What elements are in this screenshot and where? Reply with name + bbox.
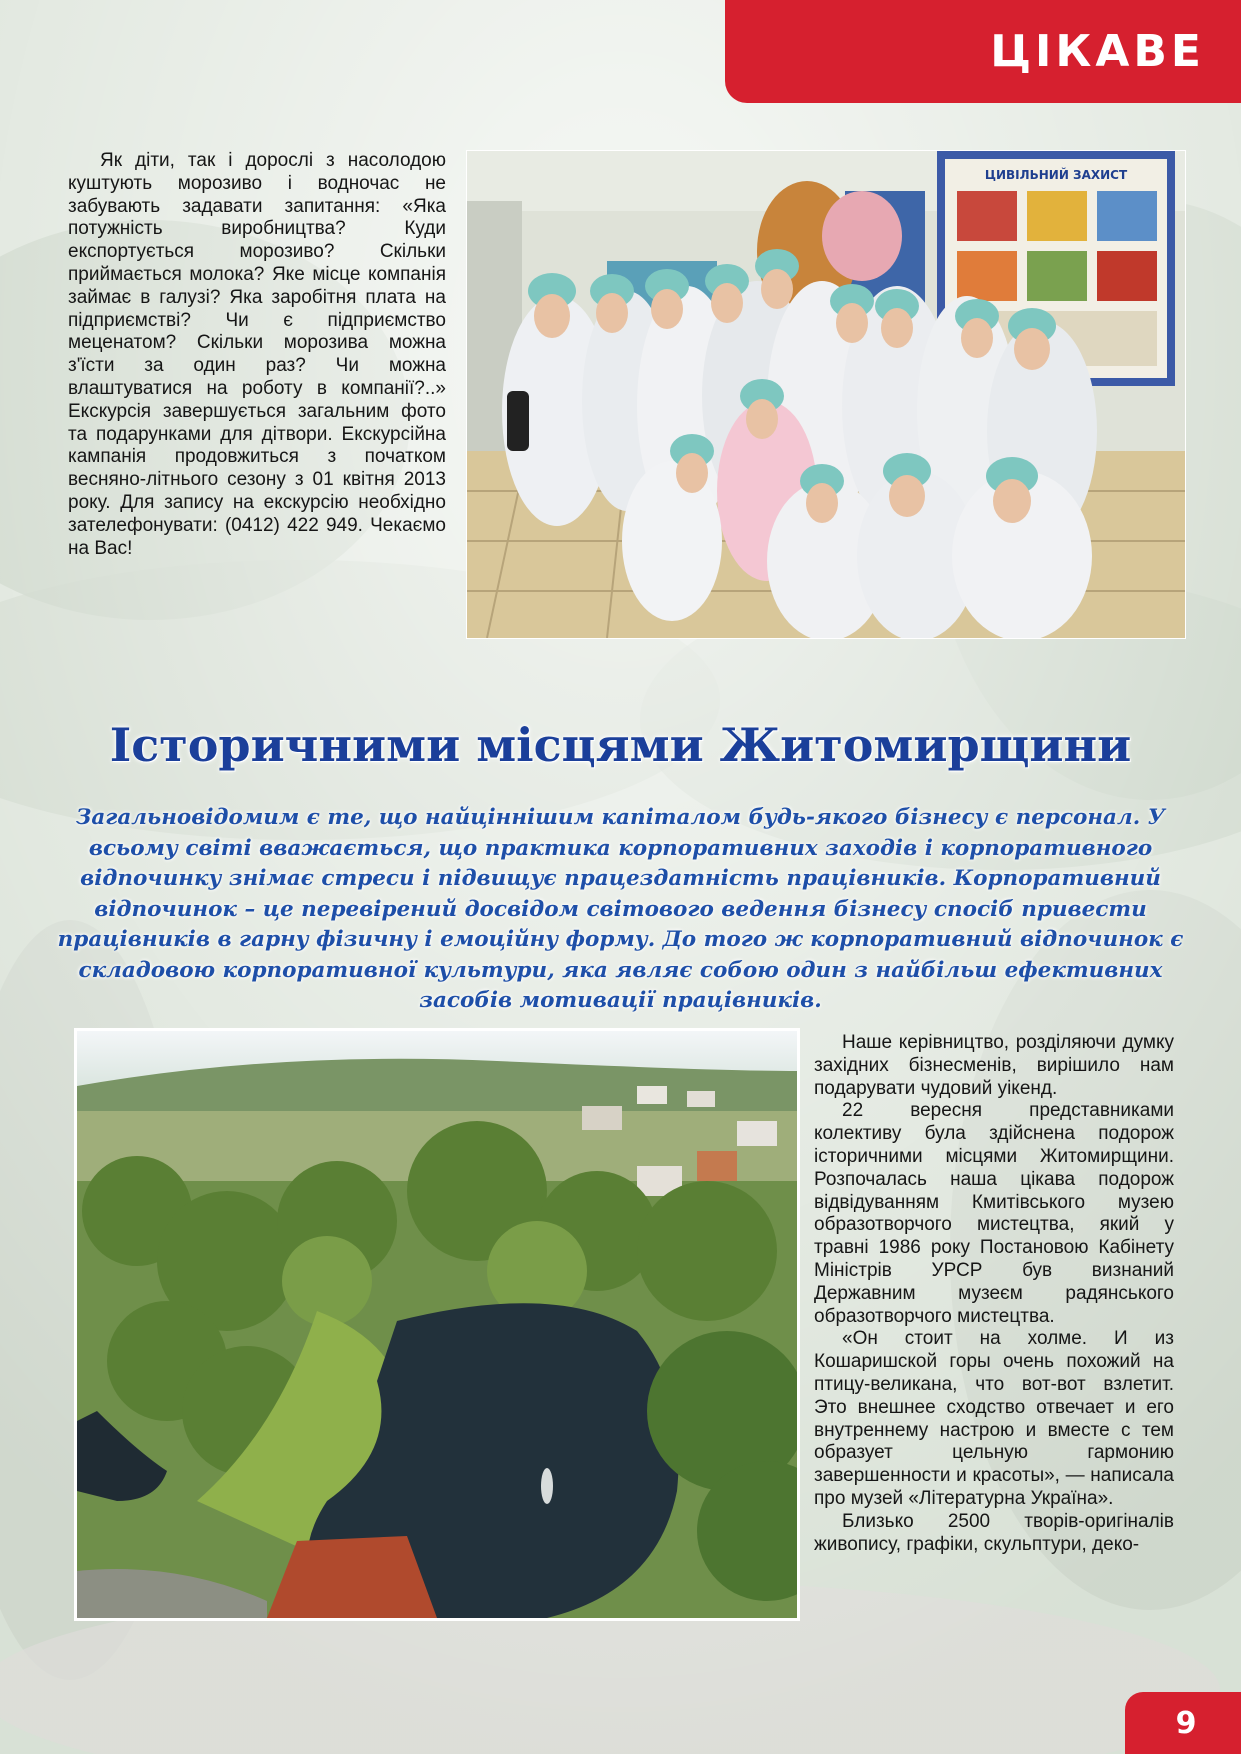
page-number — [1125, 1692, 1241, 1754]
section-header-tab — [725, 0, 1241, 103]
article-lead: Загальновідомим є те, що найціннішим капіталом будь-якого бізнесу є персонал. У всьому світі вважається, що практика корпоративних заходів і корпоративного відпочинку знімає стреси і підвищує працездатність працівників. Корпоративний відпочинок – це перевірений досвідом світового ведення бізнесу спосіб привести працівників в гарну фізичну і емоційну форму. До того ж корпоративний відпочинок є складовою корпоративної культури, яка являє собою один з найбільш ефективних засобів мотивації працівників. — [57, 805, 1184, 1013]
group-photo — [466, 150, 1186, 639]
article-paragraph: 22 вересня представниками колективу була здійснена подорож історичними місцями Житомирщини. Розпочалась наша цікава подорож відвідуванням Кмитівського музею образотворчого мистецтва, який у травні 1986 року Постановою Кабінету Міністрів УРСР був визнаний Державним музеєм радянського образотворчого мистецтва. — [814, 1100, 1174, 1327]
article-title: Історичними місцями Житомирщини — [109, 718, 1132, 772]
article-body — [814, 1032, 1174, 1556]
poster-title: ЦИВІЛЬНИЙ ЗАХИСТ — [984, 168, 1128, 182]
article-paragraph: «Он стоит на холме. И из Кошаришской горы очень похожий на птицу-великана, что вот-вот взлетит. Это внешнее сходство отвечает и его внутреннему настрою и вместе с тем образует цельную гармонию завершенности и красоты», — написала про музей «Літературна Україна». — [814, 1328, 1174, 1509]
intro-paragraph: Як діти, так і дорослі з насолодою куштують морозиво і водночас не забувають задавати запитання: «Яка потужність виробництва? Куди експортується морозиво? Скільки приймається молока? Яке місце компанія займає в галузі? Яка заробітня плата на підприємстві? Чи є підприємство меценатом? Скільки морозива можна з'їсти за один раз? Чи можна влаштуватися на роботу в компанії?..» Екскурсія завершується загальним фото та подарунками для дітвори. Екскурсійна кампанія продовжиться з початком весняно-літнього сезону з 01 квітня 2013 року. Для запису на екскурсію необхідно зателефонувати: (0412) 422 949. Чекаємо на Вас! — [68, 150, 446, 559]
section-label: ЦІКАВЕ — [990, 26, 1205, 77]
intro-text-column — [68, 150, 446, 560]
page-number-label: 9 — [1175, 1705, 1197, 1741]
landscape-photo — [74, 1028, 800, 1621]
article-paragraph: Близько 2500 творів-оригіналів живопису, графіки, скульптури, деко- — [814, 1510, 1174, 1555]
article-paragraph: Наше керівництво, розділяючи думку західних бізнесменів, вирішило нам подарувати чудовий уікенд. — [814, 1032, 1174, 1099]
